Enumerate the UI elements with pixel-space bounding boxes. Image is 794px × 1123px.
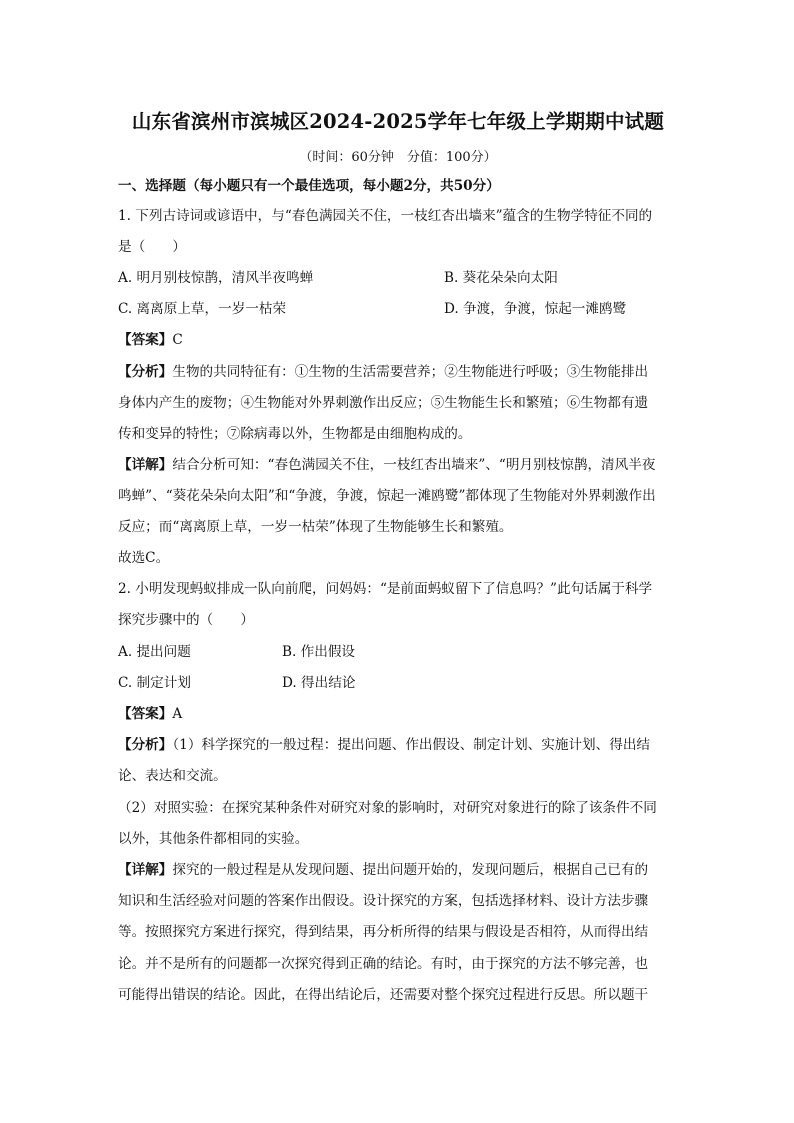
q1-stem-line1: 1. 下列古诗词或谚语中，与“春色满园关不住，一枝红杏出墙来”蕴含的生物学特征不同的 [118,208,653,224]
q1-answer [118,330,183,350]
q2-detail-line5: 可能得出错误的结论。因此，在得出结论后，还需要对整个探究过程进行反思。所以题干 [118,987,649,1003]
exam-info: （时间：60分钟 分值：100分） [299,150,497,165]
q1-detail-line1 [118,455,655,475]
q1-option-d: D. 争渡，争渡，惊起一滩鸥鹭 [444,301,627,317]
q1-conclusion: 故选C。 [118,550,170,566]
q2-analysis-line4: 以外，其他条件都相同的实验。 [118,831,309,847]
q2-answer [118,704,182,724]
q1-option-a: A. 明月别枝惊鹊，清风半夜鸣蝉 [118,270,314,286]
q2-detail-line1 [118,860,648,880]
section-heading: 一、选择题（每小题只有一个最佳选项，每小题2分，共50分） [118,178,500,194]
q1-option-c: C. 离离原上草，一岁一枯荣 [118,301,287,317]
analysis-tag: 【分析】 [118,364,173,380]
answer-tag: 【答案】 [118,706,173,722]
q2-analysis-line3: （2）对照实验：在探究某种条件对研究对象的影响时，对研究对象进行的除了该条件不同 [118,800,657,816]
q2-analysis-line1 [118,735,650,755]
q2-option-d: D. 得出结论 [282,675,356,691]
q2-detail-line4: 论。并不是所有的问题都一次探究得到正确的结论。有时，由于探究的方法不够完善，也 [118,956,649,972]
page-title: 山东省滨州市滨城区2024-2025学年七年级上学期期中试题 [131,110,665,133]
q2-analysis-line2: 论、表达和交流。 [118,768,227,784]
q2-detail-line2: 知识和生活经验对问题的答案作出假设。设计探究的方案，包括选择材料、设计方法步骤 [118,893,649,909]
q1-option-b: B. 葵花朵朵向太阳 [444,270,558,286]
analysis-text: 生物的共同特征有：①生物的生活需要营养；②生物能进行呼吸；③生物能排出 [172,364,649,380]
q2-detail-line3: 等。按照探究方案进行探究，得到结果，再分析所得的结果与假设是否相符，从而得出结 [118,924,649,940]
q2-stem-line2: 探究步骤中的（ ） [118,612,254,628]
detail-text: 结合分析可知：“春色满园关不住，一枝红杏出墙来”、“明月别枝惊鹊，清风半夜 [172,457,656,473]
answer-tag: 【答案】 [118,332,173,348]
detail-text: 探究的一般过程是从发现问题、提出问题开始的，发现问题后，根据自己已有的 [172,862,649,878]
analysis-text: （1）科学探究的一般过程：提出问题、作出假设、制定计划、实施计划、得出结 [172,737,651,753]
answer-value: C [172,332,183,348]
q1-detail-line3: 反应；而“离离原上草，一岁一枯荣”体现了生物能够生长和繁殖。 [118,519,513,535]
exam-page [118,0,678,1123]
detail-tag: 【详解】 [118,457,173,473]
q2-option-c: C. 制定计划 [118,675,191,691]
q2-stem-line1: 2. 小明发现蚂蚁排成一队向前爬，问妈妈：“是前面蚂蚁留下了信息吗？”此句话属于科学 [118,581,653,597]
q1-stem-line2: 是（ ） [118,239,186,255]
q1-detail-line2: 鸣蝉”、“葵花朵朵向太阳”和“争渡，争渡，惊起一滩鸥鹭”都体现了生物能对外界刺激作出 [118,488,656,504]
answer-value: A [172,706,183,722]
q2-option-b: B. 作出假设 [282,644,356,660]
q1-analysis-line2: 身体内产生的废物；④生物能对外界刺激作出反应；⑤生物能生长和繁殖；⑥生物都有遗 [118,395,649,411]
detail-tag: 【详解】 [118,862,173,878]
q1-analysis-line1 [118,362,648,382]
q2-option-a: A. 提出问题 [118,644,191,660]
q1-analysis-line3: 传和变异的特性；⑦除病毒以外，生物都是由细胞构成的。 [118,426,472,442]
analysis-tag: 【分析】 [118,737,173,753]
